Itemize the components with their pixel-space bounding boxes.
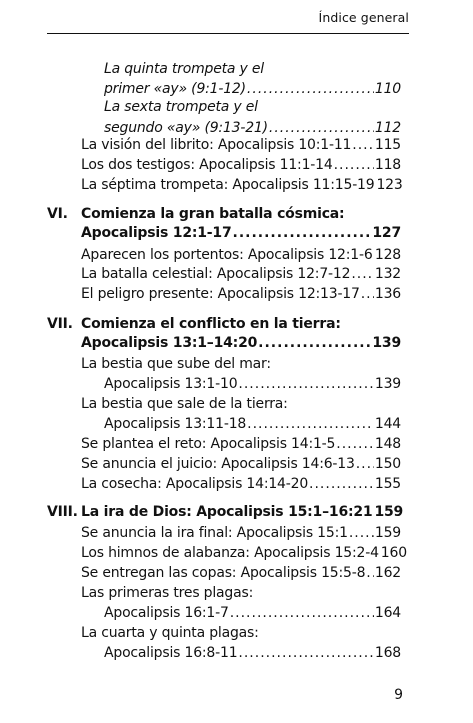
dot-leader bbox=[247, 80, 374, 99]
dot-leader bbox=[351, 265, 374, 284]
toc-entry-page: 160 bbox=[380, 545, 407, 561]
toc-line bbox=[104, 80, 401, 99]
toc-entry-page: 132 bbox=[374, 266, 401, 282]
toc-entry-title: Apocalipsis 13:1–14:20 bbox=[81, 335, 258, 351]
toc-entry-title: Los himnos de alabanza: Apocalipsis 15:2-4 bbox=[81, 545, 379, 561]
toc-entry-title: Apocalipsis 12:1-17 bbox=[81, 225, 232, 241]
dot-leader bbox=[361, 285, 374, 304]
dot-leader bbox=[238, 375, 373, 394]
toc-entry-title: El peligro presente: Apocalipsis 12:13-17 bbox=[81, 286, 360, 302]
page-number: 9 bbox=[394, 687, 403, 703]
toc-line bbox=[81, 136, 401, 155]
toc-line bbox=[81, 435, 401, 454]
toc-line bbox=[104, 604, 401, 623]
dot-leader bbox=[349, 524, 374, 543]
dot-leader bbox=[247, 415, 374, 434]
dot-leader bbox=[334, 156, 374, 175]
toc-entry-page: 112 bbox=[374, 120, 401, 136]
toc-line: La cuarta y quinta plagas: bbox=[81, 625, 259, 641]
toc-entry-page: 150 bbox=[374, 456, 401, 472]
section-number: VI. bbox=[47, 206, 68, 222]
toc-entry-title: Se entregan las copas: Apocalipsis 15:5-8 bbox=[81, 565, 366, 581]
toc-entry-title: segundo «ay» (9:13-21) bbox=[104, 120, 268, 136]
section-number: VIII. bbox=[47, 504, 78, 520]
toc-entry-title: Aparecen los portentos: Apocalipsis 12:1-6 bbox=[81, 247, 373, 263]
toc-line bbox=[81, 176, 401, 195]
toc-entry-title: Apocalipsis 16:8-11 bbox=[104, 645, 238, 661]
toc-line: La bestia que sube del mar: bbox=[81, 356, 271, 372]
toc-entry-page: 110 bbox=[374, 81, 401, 97]
toc-entry-title: La ira de Dios: Apocalipsis 15:1–16:21 bbox=[81, 504, 373, 520]
toc-entry-page: 139 bbox=[372, 335, 401, 351]
toc-entry-page: 118 bbox=[374, 157, 401, 173]
dot-leader bbox=[230, 604, 374, 623]
dot-leader bbox=[258, 334, 371, 353]
toc-line: La quinta trompeta y el bbox=[104, 61, 264, 77]
toc-line bbox=[81, 524, 401, 543]
toc-entry-title: La séptima trompeta: Apocalipsis 11:15-19 bbox=[81, 177, 375, 193]
toc-entry-title: Se plantea el reto: Apocalipsis 14:1-5 bbox=[81, 436, 336, 452]
toc-line bbox=[81, 544, 407, 563]
header-title: Índice general bbox=[318, 10, 409, 25]
toc-line bbox=[104, 415, 401, 434]
toc-line bbox=[81, 285, 401, 304]
toc-entry-page: 139 bbox=[374, 376, 401, 392]
toc-entry-page: 144 bbox=[374, 416, 401, 432]
toc-line bbox=[81, 475, 401, 494]
toc-line bbox=[81, 246, 401, 265]
toc-entry-page: 128 bbox=[374, 247, 401, 263]
dot-leader bbox=[238, 644, 373, 663]
toc-entry-title: La cosecha: Apocalipsis 14:14-20 bbox=[81, 476, 309, 492]
toc-line bbox=[81, 265, 401, 284]
toc-line bbox=[81, 156, 401, 175]
toc-entry-page: 155 bbox=[374, 476, 401, 492]
toc-line bbox=[81, 224, 401, 243]
toc-entry-page: 162 bbox=[374, 565, 401, 581]
toc-entry-page: 159 bbox=[374, 525, 401, 541]
section-number: VII. bbox=[47, 316, 73, 332]
toc-entry-page: 159 bbox=[374, 504, 404, 520]
toc-entry-page: 115 bbox=[374, 137, 401, 153]
dot-leader bbox=[356, 455, 374, 474]
toc-entry-title: Apocalipsis 16:1-7 bbox=[104, 605, 229, 621]
toc-entry-title: Apocalipsis 13:1-10 bbox=[104, 376, 238, 392]
toc-line bbox=[104, 375, 401, 394]
toc-line: La sexta trompeta y el bbox=[104, 99, 258, 115]
toc-entry-page: 168 bbox=[374, 645, 401, 661]
toc-entry-title: Se anuncia la ira final: Apocalipsis 15:1 bbox=[81, 525, 348, 541]
toc-line: Comienza la gran batalla cósmica: bbox=[81, 206, 345, 222]
toc-entry-page: 127 bbox=[372, 225, 401, 241]
toc-entry-title: Apocalipsis 13:11-18 bbox=[104, 416, 247, 432]
toc-entry-page: 123 bbox=[376, 177, 403, 193]
dot-leader bbox=[233, 224, 372, 243]
dot-leader bbox=[336, 435, 374, 454]
toc-entry-page: 164 bbox=[374, 605, 401, 621]
dot-leader bbox=[366, 564, 374, 583]
toc-entry-title: Se anuncia el juicio: Apocalipsis 14:6-13 bbox=[81, 456, 355, 472]
toc-line bbox=[81, 334, 401, 353]
toc-line bbox=[104, 644, 401, 663]
toc-line bbox=[81, 455, 401, 474]
dot-leader bbox=[352, 136, 374, 155]
toc-line bbox=[81, 564, 401, 583]
toc-line: Las primeras tres plagas: bbox=[81, 585, 254, 601]
dot-leader bbox=[309, 475, 374, 494]
toc-entry-page: 136 bbox=[374, 286, 401, 302]
toc-line bbox=[81, 503, 404, 522]
toc-entry-title: Los dos testigos: Apocalipsis 11:1-14 bbox=[81, 157, 333, 173]
toc-entry-title: La batalla celestial: Apocalipsis 12:7-12 bbox=[81, 266, 351, 282]
toc-line: Comienza el conflicto en la tierra: bbox=[81, 316, 341, 332]
toc-entry-title: primer «ay» (9:1-12) bbox=[104, 81, 246, 97]
toc-entry-page: 148 bbox=[374, 436, 401, 452]
header-rule bbox=[47, 33, 409, 34]
toc-line: La bestia que sale de la tierra: bbox=[81, 396, 288, 412]
toc-entry-title: La visión del librito: Apocalipsis 10:1-11 bbox=[81, 137, 352, 153]
